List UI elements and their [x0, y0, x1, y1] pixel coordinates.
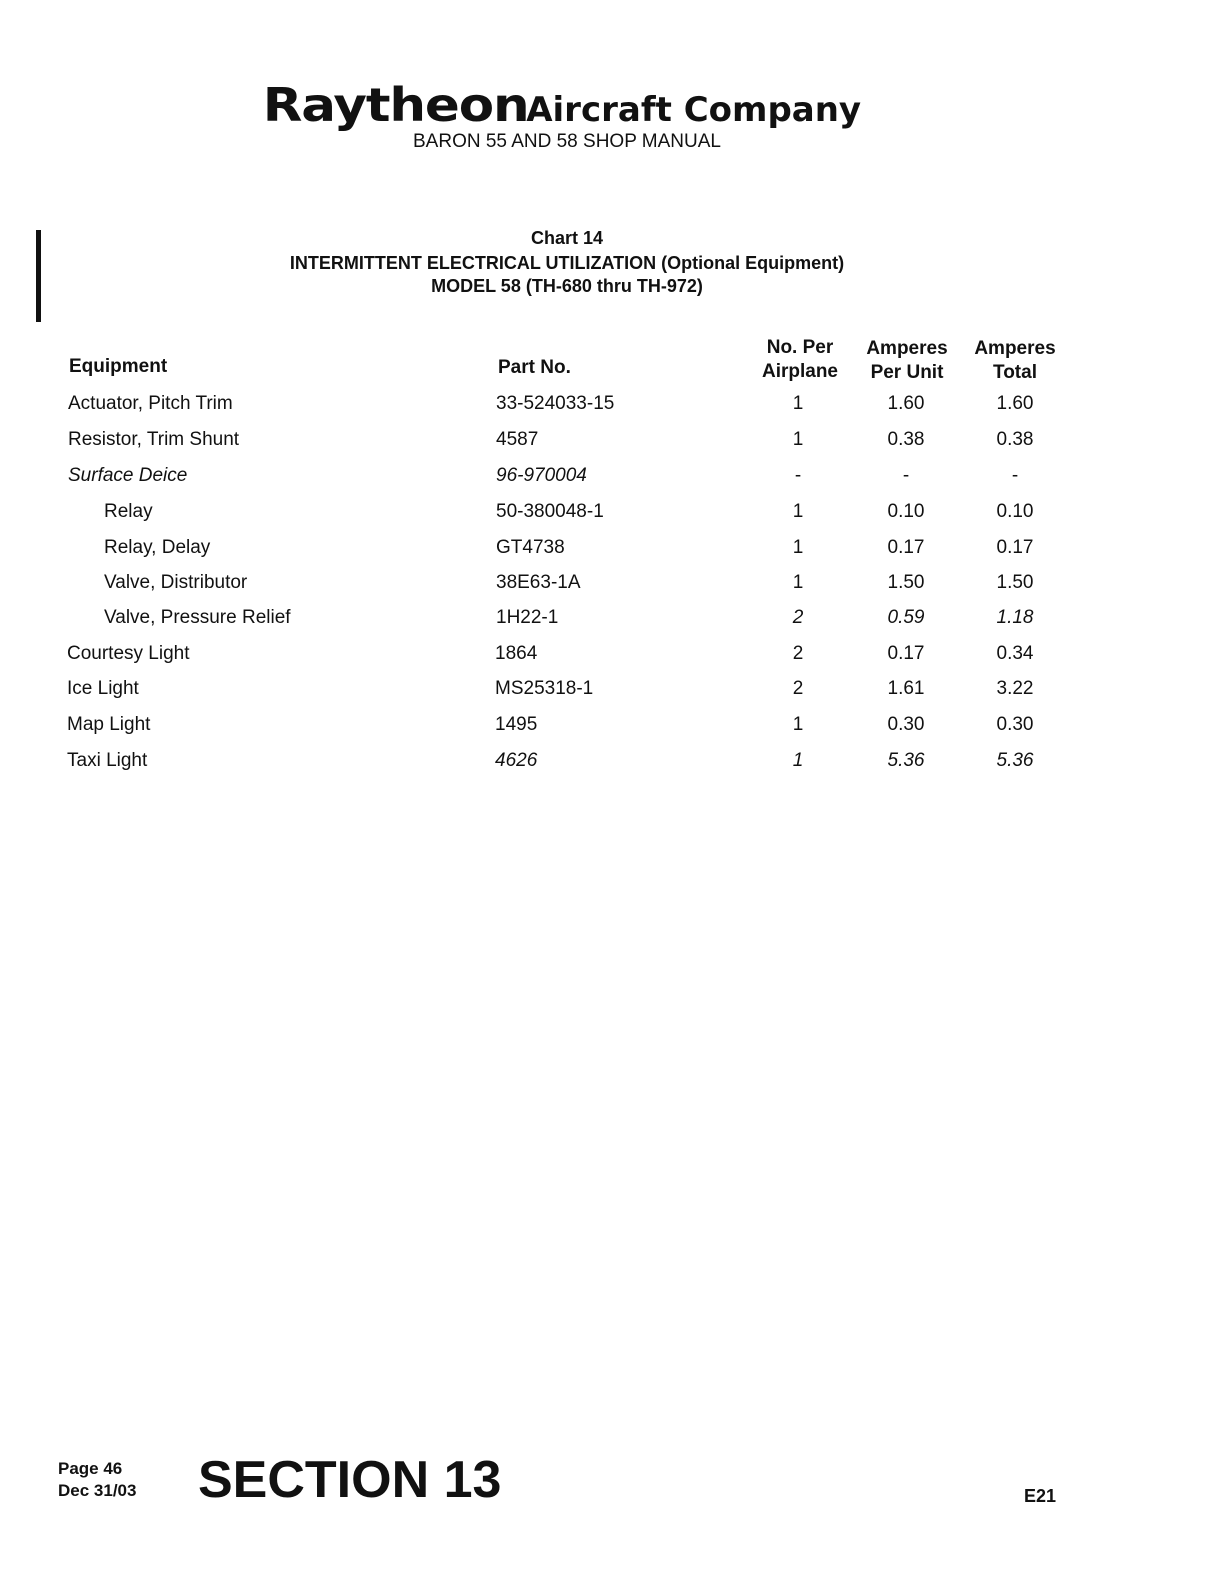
cell-amperes-per-unit: 5.36 — [887, 750, 925, 771]
header-no-per-airplane — [752, 336, 848, 384]
cell-no-per-airplane: 1 — [792, 537, 804, 558]
cell-part-no: 1864 — [495, 643, 538, 664]
cell-amperes-total: 1.60 — [996, 393, 1034, 414]
cell-part-no: 50-380048-1 — [496, 501, 604, 522]
cell-equipment: Surface Deice — [68, 465, 188, 486]
cell-amperes-per-unit: 0.30 — [887, 714, 925, 735]
cell-part-no: 38E63-1A — [496, 572, 581, 593]
header-no-per-line1: No. Per — [766, 337, 834, 358]
cell-amperes-per-unit: 1.61 — [887, 678, 925, 699]
cell-no-per-airplane: 1 — [792, 714, 804, 735]
cell-no-per-airplane: 2 — [792, 607, 804, 628]
header-amperes-total — [968, 337, 1062, 385]
chart-model: MODEL 58 (TH-680 thru TH-972) — [431, 276, 703, 296]
cell-no-per-airplane: 1 — [792, 393, 804, 414]
header-amp-unit-line2: Per Unit — [870, 362, 944, 383]
page-number: Page 46 — [58, 1459, 123, 1478]
header-amperes-per-unit — [860, 337, 954, 385]
cell-amperes-per-unit: 1.50 — [887, 572, 925, 593]
table-row — [0, 465, 1220, 495]
raytheon-logo: Raytheon — [262, 78, 529, 132]
page-info — [58, 1458, 136, 1502]
cell-no-per-airplane: 2 — [792, 643, 804, 664]
cell-amperes-per-unit: 1.60 — [887, 393, 925, 414]
cell-equipment: Actuator, Pitch Trim — [68, 393, 233, 414]
cell-equipment: Relay — [104, 501, 153, 522]
section-label: SECTION 13 — [198, 1451, 502, 1509]
cell-amperes-total: 0.17 — [996, 537, 1034, 558]
cell-amperes-per-unit: 0.17 — [887, 643, 925, 664]
table-row — [0, 429, 1220, 459]
cell-amperes-total: 1.18 — [996, 607, 1034, 628]
table-row — [0, 572, 1220, 602]
cell-equipment: Ice Light — [67, 678, 139, 699]
cell-no-per-airplane: 2 — [792, 678, 804, 699]
cell-amperes-per-unit: 0.10 — [887, 501, 925, 522]
cell-part-no: 33-524033-15 — [496, 393, 615, 414]
cell-equipment: Courtesy Light — [67, 643, 190, 664]
cell-amperes-total: 0.30 — [996, 714, 1034, 735]
table-row — [0, 607, 1220, 637]
cell-equipment: Valve, Distributor — [104, 572, 248, 593]
cell-amperes-total: - — [1011, 465, 1019, 486]
cell-no-per-airplane: 1 — [792, 572, 804, 593]
cell-amperes-per-unit: 0.38 — [887, 429, 925, 450]
cell-part-no: 4587 — [496, 429, 539, 450]
table-row — [0, 537, 1220, 567]
cell-no-per-airplane: 1 — [792, 501, 804, 522]
cell-amperes-per-unit: 0.59 — [887, 607, 925, 628]
table-row — [0, 714, 1220, 744]
header-equipment: Equipment — [69, 356, 168, 377]
cell-equipment: Relay, Delay — [104, 537, 211, 558]
header-no-per-line2: Airplane — [761, 361, 839, 382]
cell-equipment: Map Light — [67, 714, 151, 735]
table-row — [0, 643, 1220, 673]
header-amp-total-line2: Total — [993, 362, 1037, 383]
cell-no-per-airplane: - — [794, 465, 802, 486]
company-name: Aircraft Company — [526, 90, 862, 130]
cell-amperes-per-unit: 0.17 — [887, 537, 925, 558]
cell-part-no: GT4738 — [496, 537, 565, 558]
cell-amperes-total: 0.10 — [996, 501, 1034, 522]
cell-no-per-airplane: 1 — [792, 750, 804, 771]
table-row — [0, 393, 1220, 423]
table-row — [0, 501, 1220, 531]
cell-amperes-total: 1.50 — [996, 572, 1034, 593]
manual-subtitle: BARON 55 AND 58 SHOP MANUAL — [413, 131, 721, 152]
brand-header — [0, 78, 1138, 132]
header-part-no: Part No. — [498, 357, 571, 378]
cell-part-no: 96-970004 — [496, 465, 587, 486]
cell-part-no: 1495 — [495, 714, 538, 735]
cell-no-per-airplane: 1 — [792, 429, 804, 450]
cell-amperes-total: 5.36 — [996, 750, 1034, 771]
header-amp-total-line1: Amperes — [974, 338, 1056, 359]
fiche-code: E21 — [1024, 1486, 1057, 1506]
cell-amperes-total: 3.22 — [996, 678, 1034, 699]
chart-number: Chart 14 — [530, 228, 604, 248]
table-row — [0, 678, 1220, 708]
cell-part-no: MS25318-1 — [495, 678, 594, 699]
cell-amperes-total: 0.34 — [996, 643, 1034, 664]
cell-part-no: 4626 — [495, 750, 538, 771]
cell-equipment: Valve, Pressure Relief — [104, 607, 291, 628]
revision-date: Dec 31/03 — [58, 1481, 137, 1500]
cell-equipment: Resistor, Trim Shunt — [68, 429, 240, 450]
cell-amperes-per-unit: - — [902, 465, 910, 486]
cell-part-no: 1H22-1 — [496, 607, 559, 628]
header-amp-unit-line1: Amperes — [866, 338, 948, 359]
chart-title: INTERMITTENT ELECTRICAL UTILIZATION (Optional Equipment) — [289, 253, 845, 273]
cell-equipment: Taxi Light — [67, 750, 148, 771]
table-row — [0, 750, 1220, 780]
cell-amperes-total: 0.38 — [996, 429, 1034, 450]
